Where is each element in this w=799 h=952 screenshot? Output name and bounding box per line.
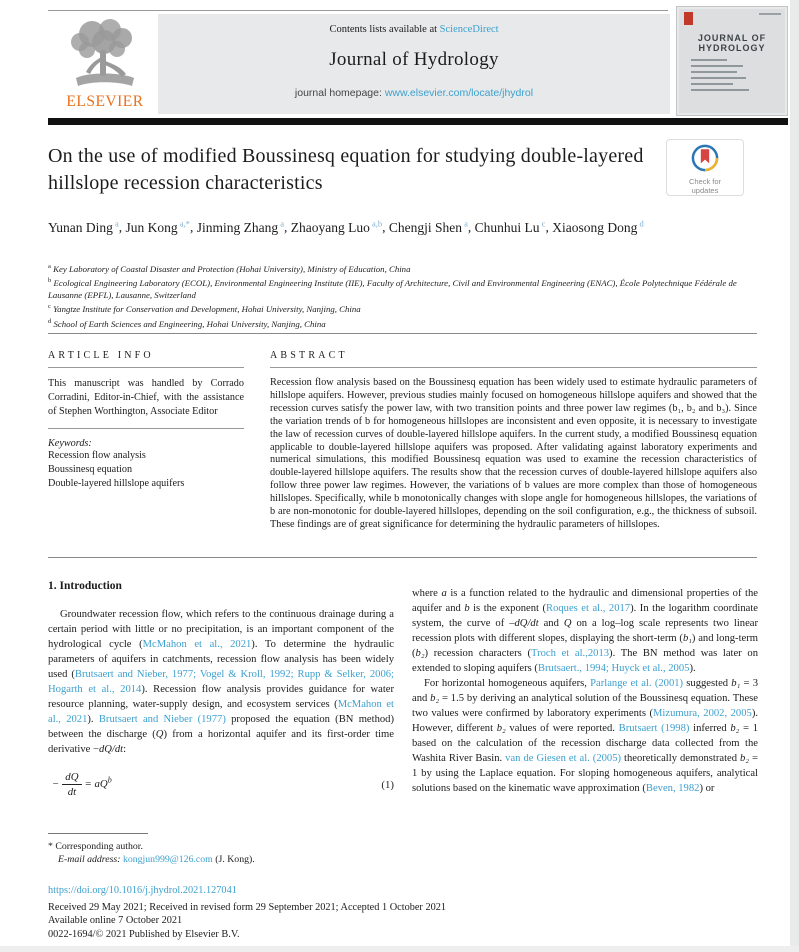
text-segment: b [464, 603, 470, 614]
check-for-updates-badge[interactable] [666, 139, 744, 196]
text-segment: b₁ [731, 678, 741, 689]
text-segment: a [441, 588, 447, 599]
text-segment: ). However, different [412, 708, 758, 734]
badge-label-line1: Check for [688, 177, 722, 186]
equation-numerator: dQ [62, 771, 81, 785]
contents-prefix: Contents lists available at [329, 24, 440, 35]
text-segment: ). To determine the hydraulic parameters of aquifers in catchments, recession flow analysis has been widely used ( [48, 639, 394, 680]
cover-editor-line [691, 77, 746, 79]
body-left-column [48, 580, 394, 798]
keywords-rule [48, 428, 244, 429]
text-segment: ) and long-term ( [412, 633, 759, 659]
text-segment: = 1.5 by deriving an analytical solution of the Boussinesq equation. These two values were confirmed by laboratory experiments ( [412, 693, 758, 719]
text-segment: Q [563, 618, 572, 629]
section-divider [48, 333, 757, 334]
text-segment: Q [155, 729, 164, 740]
text-segment: where [412, 588, 442, 599]
cover-editor-line [691, 65, 743, 67]
text-segment: values of were reported. [505, 723, 619, 734]
affiliation-sup: c [48, 303, 51, 311]
author-list: Yunan Ding $^a$, Jun Kong $^{a,*}$, Jinming Zhang $^a$, Zhaoyang Luo $^{a,b}$, Chengji Shen $^a$, Chunhui Lu $^c$, Xiaosong Dong $^d$ [48, 218, 644, 235]
body-paragraph [412, 676, 758, 796]
citation-link[interactable]: Brutsaert., 1994; Huyck et al., 2005 [537, 663, 690, 674]
text-segment: : [123, 744, 127, 755]
citation-link[interactable]: van de Giesen et al. (2005) [505, 753, 622, 764]
author-name[interactable]: Zhaoyang Luo $^{a,b}$ [290, 218, 383, 235]
text-segment: (J. Kong). [212, 854, 255, 865]
text-segment: theoretically demonstrated [621, 753, 741, 764]
cover-editor-line [691, 59, 727, 61]
citation-link[interactable]: Brutsaert and Nieber, 1977; Vogel & Kroll, 1992; Rupp & Selker, 2006; Hogarth et al., 2014 [48, 669, 394, 695]
affiliation: $^c$ Yangtze Institute for Conservation and Development, Hohai University, Nanjing, China [48, 303, 361, 315]
article-info-rule [48, 367, 244, 368]
text-segment: b₂ [496, 723, 506, 734]
author-affil-sup: a [112, 218, 119, 228]
equation-expression [52, 771, 112, 798]
badge-label-line2: updates [691, 185, 719, 195]
text-segment: inferred [689, 723, 731, 734]
author-affil-sup: a [462, 218, 468, 228]
introduction-heading: 1. Introduction [48, 580, 122, 592]
equation-1 [52, 771, 394, 798]
sciencedirect-link[interactable]: ScienceDirect [439, 24, 499, 35]
text-segment: E-mail address: [58, 854, 121, 865]
keywords-list [48, 449, 244, 490]
author-name[interactable]: Xiaosong Dong $^d$ [552, 218, 644, 235]
text-segment: For horizontal homogeneous aquifers, [424, 678, 591, 689]
affiliation: $^d$ School of Earth Sciences and Engineering, Hohai University, Nanjing, China [48, 317, 326, 329]
affiliation-sup: a [48, 263, 51, 270]
keyword: Recession flow analysis [48, 450, 146, 462]
text-segment: b₂ [730, 723, 740, 734]
top-divider [48, 10, 668, 11]
cover-editor-line [691, 71, 737, 73]
author-affil-sup: a,b [369, 218, 383, 228]
author-affil-sup: d [637, 218, 644, 228]
author-affil-sup: a [278, 218, 284, 228]
article-title: On the use of modified Boussinesq equation for studying double-layered hillslope recession characteristics [48, 145, 644, 194]
text-segment: ). Recession flow analysis provides guidance for water resource planning, water-supply design, and ecosystem services ( [48, 684, 394, 710]
text-segment: ) from a horizontal aquifer and its first-order time derivative − [48, 729, 394, 755]
introduction-paragraph [48, 607, 394, 757]
citation-link[interactable]: McMahon et al., 2021 [142, 639, 252, 650]
cover-editor-line [691, 89, 749, 91]
body-right-column [412, 586, 758, 796]
affiliation-sup: d [48, 317, 52, 325]
equation-rhs: = aQ [84, 777, 108, 790]
keywords-label: Keywords: [48, 438, 92, 450]
footnote-block [48, 833, 428, 866]
corresponding-author-note: * Corresponding author. [48, 841, 143, 852]
editor-note: This manuscript was handled by Corrado Corradini, Editor-in-Chief, with the assistance of Stephen Worthington, Associate Editor [48, 378, 244, 417]
text-segment: dQ/dt [514, 618, 539, 629]
text-segment: = 1 based on the calculation of the recession discharge data collected from the Washita River Basin. [412, 723, 759, 764]
text-segment: b₁ [682, 633, 692, 644]
header-rule-bar [48, 118, 788, 125]
citation-link[interactable]: Brutsaert and Nieber (1977) [98, 714, 226, 725]
copyright-line: 0022-1694/© 2021 Published by Elsevier B.V. [48, 928, 240, 940]
equation-exponent: b [107, 775, 112, 785]
text-segment: is the exponent ( [469, 603, 547, 614]
elsevier-tree-icon [50, 16, 160, 92]
citation-link[interactable]: McMahon et al., 2021 [48, 699, 394, 725]
text-segment: and [538, 618, 564, 629]
author-name[interactable]: Yunan Ding $^a$ [48, 218, 119, 235]
journal-header-box [158, 14, 670, 114]
author-name[interactable]: Jinming Zhang $^a$ [196, 218, 284, 235]
cover-logo-icon [684, 12, 693, 25]
text-segment: = 3 and [412, 678, 758, 704]
affiliation-list [48, 261, 760, 330]
citation-link[interactable]: Brutsaert (1998) [618, 723, 690, 734]
text-segment: suggested [683, 678, 732, 689]
text-segment: ) recession characters ( [424, 648, 531, 659]
text-segment: = 1 by using the Laplace equation. For sloping homogeneous aquifers, analytical solutions based on the kinematic wave approximation ( [412, 753, 759, 794]
equation-minus: − [52, 777, 60, 790]
text-segment: on a log–log scale represents two linear recession plots with different slopes, displaying the short-term ( [412, 618, 759, 644]
citation-link[interactable]: Roques et al., 2017 [546, 603, 631, 614]
homepage-prefix: journal homepage: [294, 87, 385, 99]
footnote-divider [48, 833, 148, 834]
abstract-column [270, 350, 757, 532]
badge-label [667, 178, 743, 195]
citation-link[interactable]: Mizumura, 2002, 2005 [653, 708, 752, 719]
page-edge-bottom [0, 946, 799, 952]
email-line [58, 853, 428, 866]
journal-homepage-link[interactable]: www.elsevier.com/locate/jhydrol [384, 87, 534, 99]
journal-cover-thumbnail[interactable] [676, 6, 788, 116]
available-line: Available online 7 October 2021 [48, 915, 183, 927]
text-segment: ). [87, 714, 99, 725]
crossmark-icon [690, 160, 720, 177]
contents-line [158, 24, 670, 35]
cover-title-line1: JOURNAL OF [697, 33, 767, 43]
affiliation-sup: b [48, 277, 52, 285]
citation-link[interactable]: Beven, 1982 [645, 783, 700, 794]
cover-title [677, 33, 787, 53]
equation-number: (1) [381, 778, 394, 791]
text-segment: b₂ [740, 753, 750, 764]
homepage-line [158, 87, 670, 99]
affiliation: $^b$ Ecological Engineering Laboratory (ECOL), Environmental Engineering Institute (IIE), Faculty of Architecture, Civil and Environmental Engineering (ENAC), École Polytechnique Fédérale de Lausanne (EPFL), Lausanne, Switzerland [48, 277, 737, 300]
text-segment: Groundwater recession flow, which refers to the continuous drainage during a certain period with little or no precipitation, is an important component of the hydrological cycle ( [48, 609, 394, 650]
equation-fraction [62, 771, 81, 798]
author-name[interactable]: Chunhui Lu $^c$ [474, 218, 546, 235]
text-segment: ). The BN method was later on extended to sloping aquifers ( [412, 648, 758, 674]
abstract-text: Recession flow analysis based on the Boussinesq equation has been widely used to estimate hydraulic parameters of hillslope aquifers. However, previous studies mainly focused on homogeneous hillslope aquifers and showed that the recession curves satisfy the power law, with two transition points and three power law regimes (b₁, b₂ and b₃). Since the variation trends of b for homogeneous hillslopes are inconsistent and even opposite, it is necessary to investigate the law of recession curves of double-layered hillslope aquifers. In the current study, a modified Boussinesq equation applicable to double-layered hillslope aquifers was proposed. After validating against laboratory experiments and numerical simulations, this modified Boussinesq equation was used to examine the recession characteristics of double-layered hillslope aquifers. The results show that the recession curves of double-layered hillslope aquifers also follow three power law regimes. However, the variations of b values are more complex than those of homogeneous hillslopes. Specifically, while b monotonically changes with slope angle for homogeneous hillslopes, the variations of b are non-monotonic for double-layered hillslopes, depending on the soil configuration, e.g., the thickness of subsoil. These findings are of great significance for determining the hydraulic parameters of hillslopes. [270, 377, 757, 530]
cover-issue-text [759, 13, 781, 15]
text-segment: is a function related to the hydraulic and dimensional properties of the aquifer and [412, 588, 758, 614]
article-info-heading: ARTICLE INFO [48, 350, 154, 361]
body-divider [48, 557, 757, 558]
keyword: Double-layered hillslope aquifers [48, 477, 185, 489]
author-name[interactable]: Jun Kong $^{a,*}$ [125, 218, 190, 235]
cover-title-line2: HYDROLOGY [698, 43, 766, 53]
text-segment: proposed the equation (BN method) between the discharge ( [48, 714, 395, 740]
equation-denominator: dt [67, 786, 77, 798]
text-segment: ) or [699, 783, 715, 794]
journal-title: Journal of Hydrology [329, 49, 499, 70]
body-paragraph [412, 586, 758, 676]
text-segment: ). [689, 663, 696, 674]
citation-link[interactable]: Troch et al.,2013 [530, 648, 610, 659]
text-segment: ). In the logarithm coordinate system, the curve of – [412, 603, 758, 629]
abstract-rule [270, 367, 757, 368]
received-line: Received 29 May 2021; Received in revised form 29 September 2021; Accepted 1 October 2021 [48, 902, 447, 914]
footer-block [48, 884, 760, 941]
text-segment: b₂ [415, 648, 425, 659]
page-edge-right [790, 0, 799, 952]
keyword: Boussinesq equation [48, 464, 133, 476]
text-segment: b₂ [430, 693, 440, 704]
citation-link[interactable]: kongjun999@126.com [122, 854, 213, 865]
author-affil-sup: a,* [177, 218, 190, 228]
citation-link[interactable]: Parlange et al. (2001) [590, 678, 684, 689]
doi-link[interactable]: https://doi.org/10.1016/j.jhydrol.2021.127041 [48, 885, 237, 896]
abstract-heading: ABSTRACT [270, 350, 348, 361]
cover-editor-line [691, 83, 733, 85]
article-info-column [48, 350, 244, 491]
author-name[interactable]: Chengji Shen $^a$ [388, 218, 468, 235]
elsevier-logo[interactable] [50, 16, 160, 114]
elsevier-wordmark: ELSEVIER [66, 93, 144, 110]
text-segment: dQ/dt [98, 744, 124, 755]
affiliation: $^a$ Key Laboratory of Coastal Disaster and Protection (Hohai University), Ministry of Education, China [48, 263, 411, 274]
author-affil-sup: c [539, 218, 546, 228]
